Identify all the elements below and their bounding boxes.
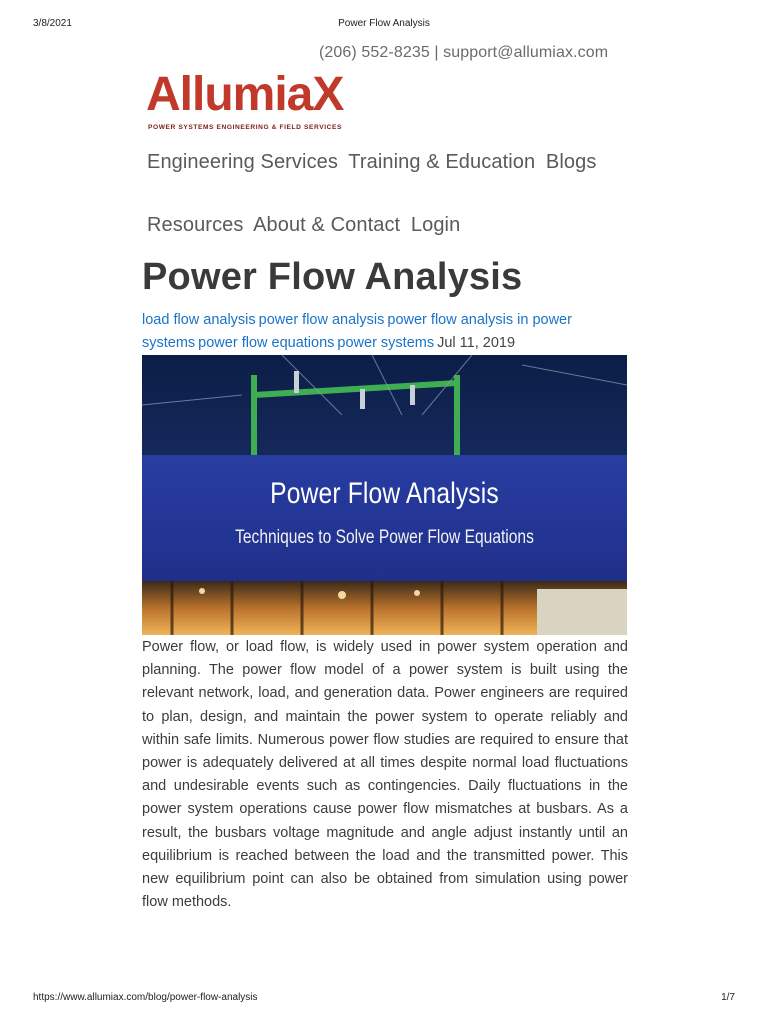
main-nav-row-1 [147, 151, 601, 174]
article-body: Power flow, or load flow, is widely used in power system operation and planning. The power flow model of a power system is built using the relevant network, load, and generation data. Power engineers are required to plan, design, and maintain the power system to operate reliably and within safe limits. Numerous power flow studies are required to ensure that power is adequately delivered at all times despite normal load fluctuations and undesirable events such as contingencies. Daily fluctuations in the power system operations cause power flow mismatches at busbars. As a result, the busbars voltage magnitude and angle adjust instantly until an equilibrium is reached between the load and the transmitted power. This new equilibrium point can also be obtained from simulation using power flow methods. [142, 639, 628, 911]
tag-link[interactable]: power systems [337, 335, 435, 351]
nav-blogs[interactable]: Blogs [545, 151, 597, 173]
hero-subtitle: Techniques to Solve Power Flow Equations [235, 527, 534, 548]
nav-engineering-services[interactable]: Engineering Services [147, 151, 338, 173]
allumiax-logo[interactable] [146, 66, 382, 134]
page-title: Power Flow Analysis [142, 256, 523, 298]
print-title: Power Flow Analysis [338, 18, 430, 29]
contact-info[interactable]: (206) 552-8235 | support@allumiax.com [319, 44, 609, 61]
print-page-number: 1/7 [721, 992, 735, 1003]
nav-training-education[interactable]: Training & Education [348, 151, 536, 173]
print-url: https://www.allumiax.com/blog/power-flow-analysis [33, 992, 258, 1003]
print-date: 3/8/2021 [33, 18, 72, 29]
article-meta [142, 309, 628, 355]
logo-tagline: POWER SYSTEMS ENGINEERING & FIELD SERVICES [148, 124, 342, 131]
tag-link[interactable]: power flow analysis [258, 312, 385, 328]
nav-login[interactable]: Login [410, 214, 461, 236]
nav-resources[interactable]: Resources [147, 214, 244, 236]
tag-link[interactable]: power flow analysis in power systems [142, 312, 572, 351]
article-date: Jul 11, 2019 [437, 335, 516, 351]
hero-image [142, 355, 627, 635]
logo-graphic [146, 66, 382, 134]
hero-title: Power Flow Analysis [270, 477, 499, 510]
logo-wordmark: AllumiaX [146, 68, 344, 121]
nav-about-contact[interactable]: About & Contact [253, 214, 401, 236]
main-nav-row-2 [147, 214, 465, 237]
tag-link[interactable]: load flow analysis [142, 312, 256, 328]
tag-link[interactable]: power flow equations [198, 335, 335, 351]
